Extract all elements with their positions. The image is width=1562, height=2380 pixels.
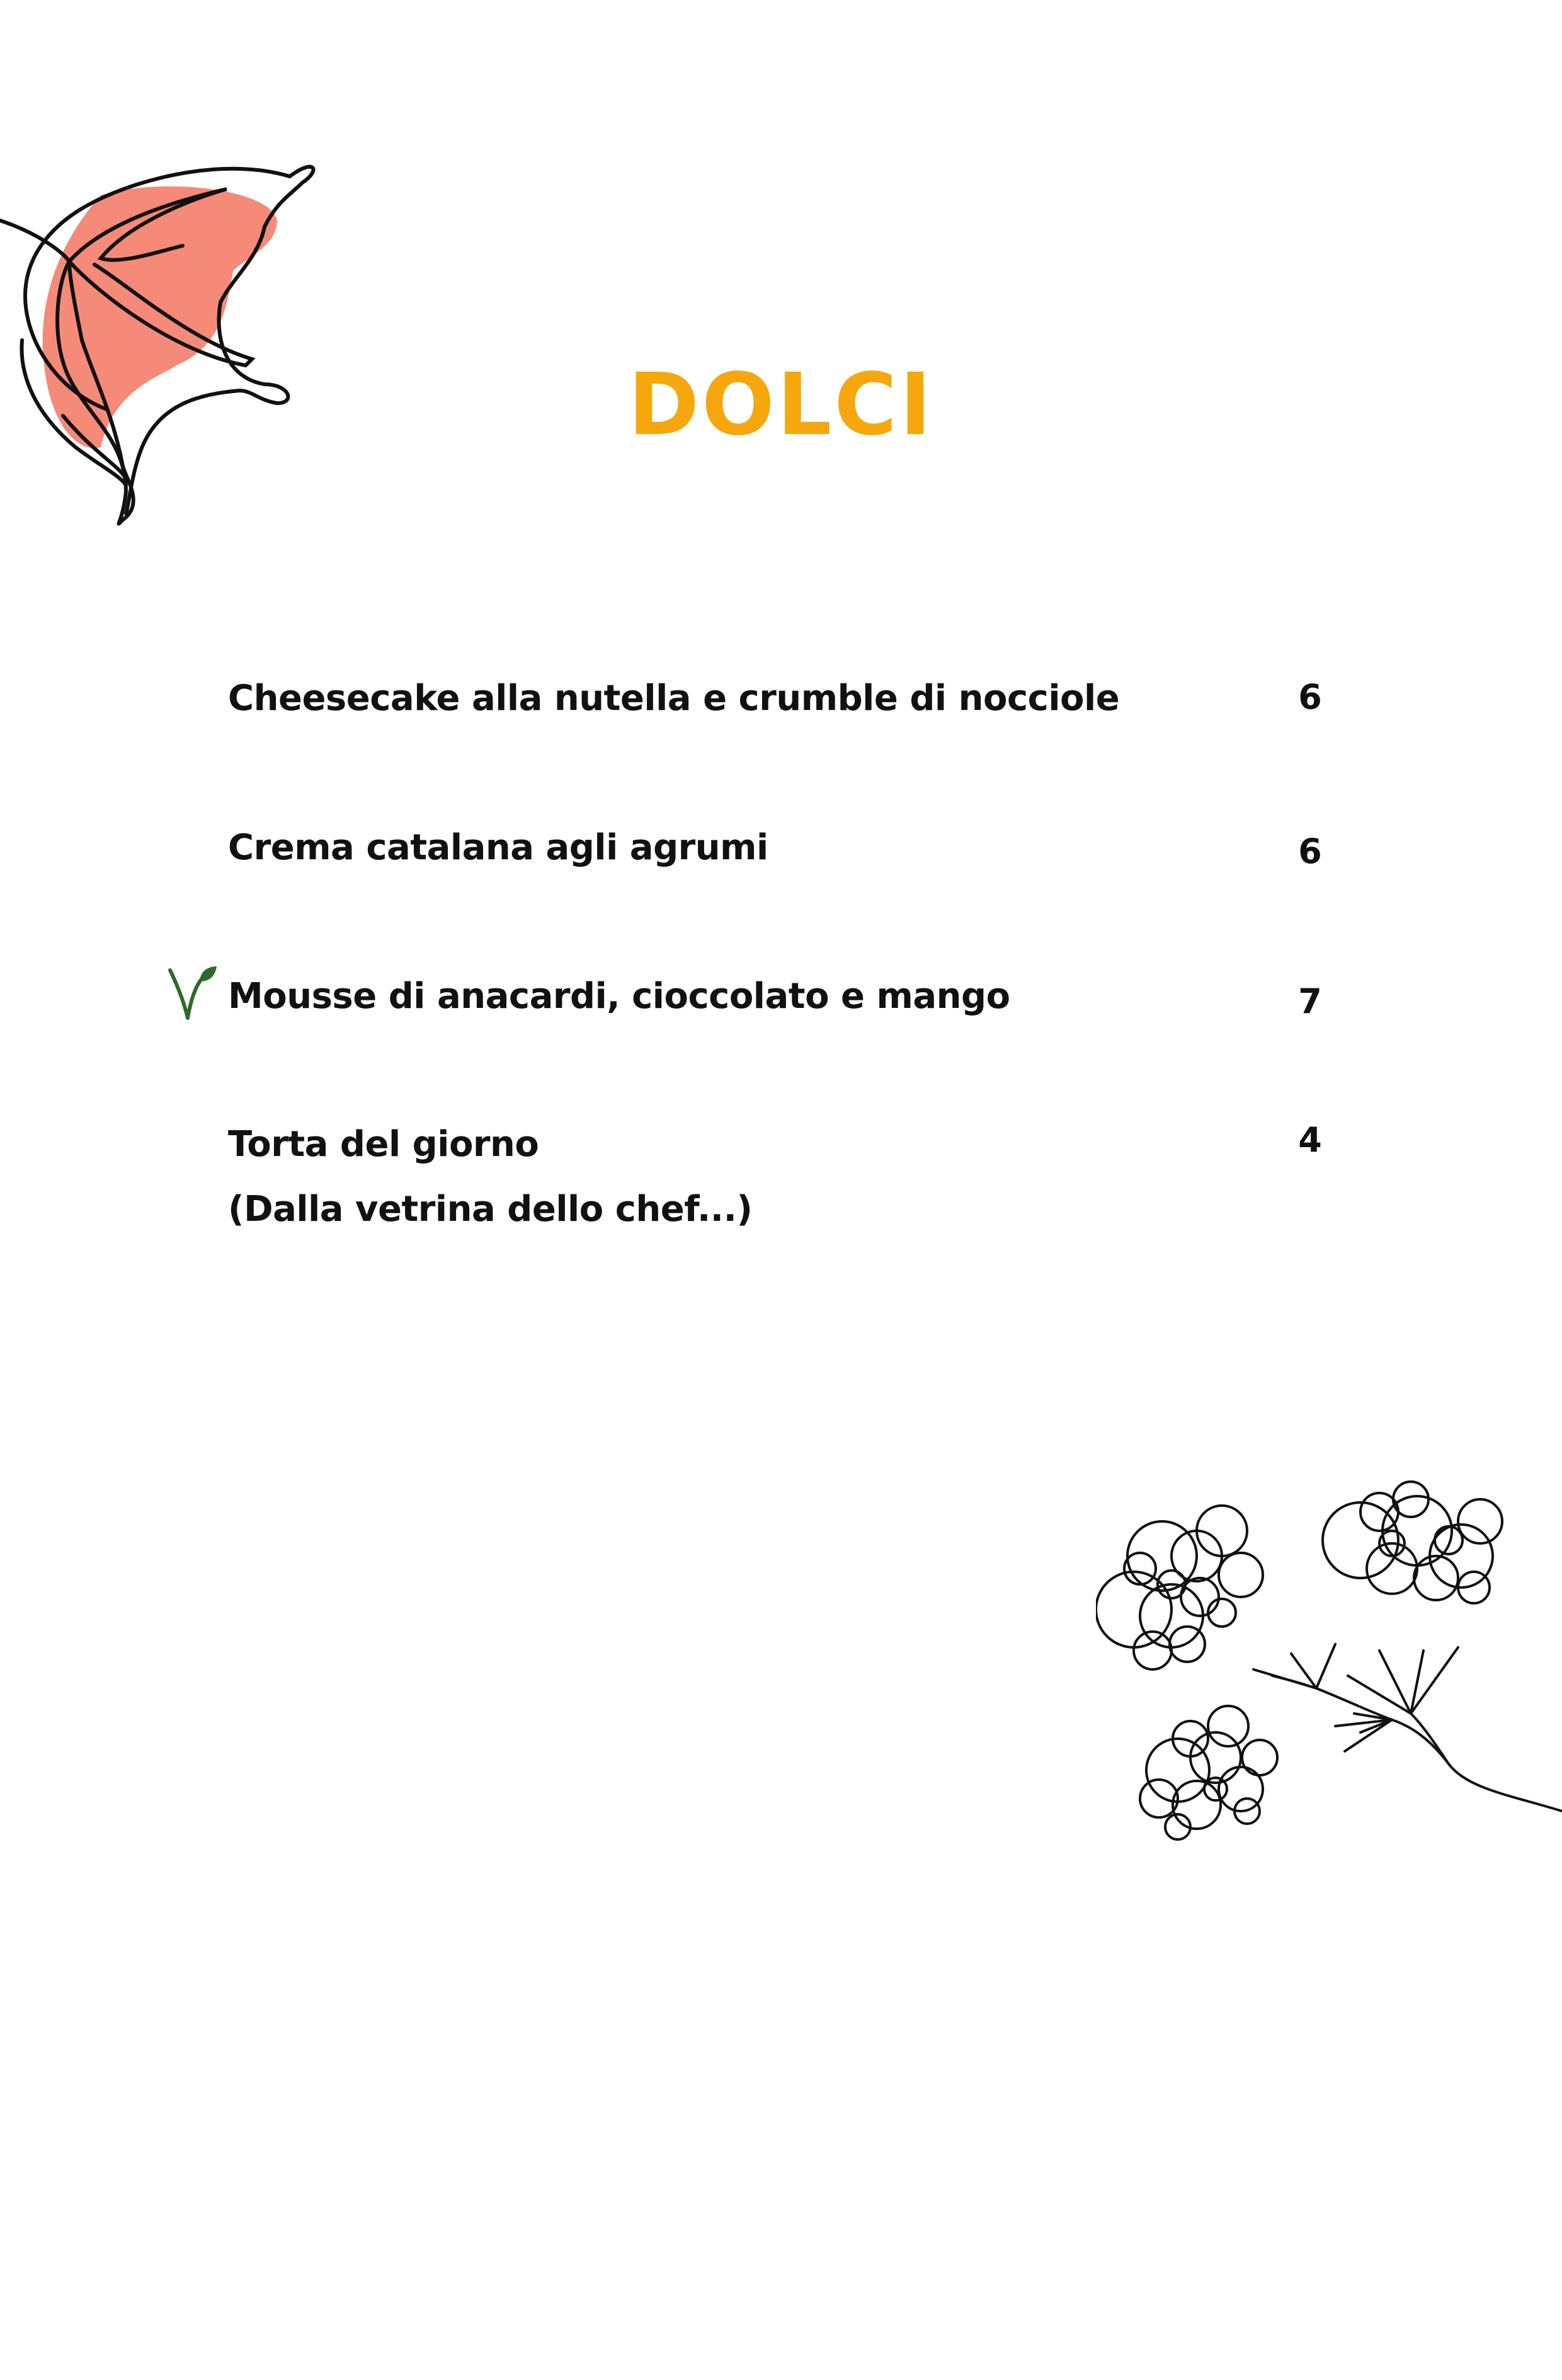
menu-item-price: 6 <box>1298 677 1322 717</box>
menu-item-title: Torta del giorno <box>228 1124 539 1165</box>
page-title: DOLCI <box>628 355 934 455</box>
menu-item-name: Mousse di anacardi, cioccolato e mango <box>228 976 1010 1017</box>
menu-item-price: 4 <box>1298 1120 1322 1160</box>
menu-item-name: Cheesecake alla nutella e crumble di nocciole <box>228 678 1120 719</box>
menu-item-name <box>228 1123 752 1230</box>
vegan-sprout-icon <box>165 964 218 1021</box>
menu-item-note: (Dalla vetrina dello chef...) <box>228 1189 753 1230</box>
flower-branch-illustration-icon <box>1096 1462 1562 1852</box>
menu-item-price: 6 <box>1298 832 1322 871</box>
leaf-illustration-icon <box>0 151 328 542</box>
menu-item-name: Crema catalana agli agrumi <box>228 827 768 868</box>
menu-item-price: 7 <box>1298 981 1322 1021</box>
